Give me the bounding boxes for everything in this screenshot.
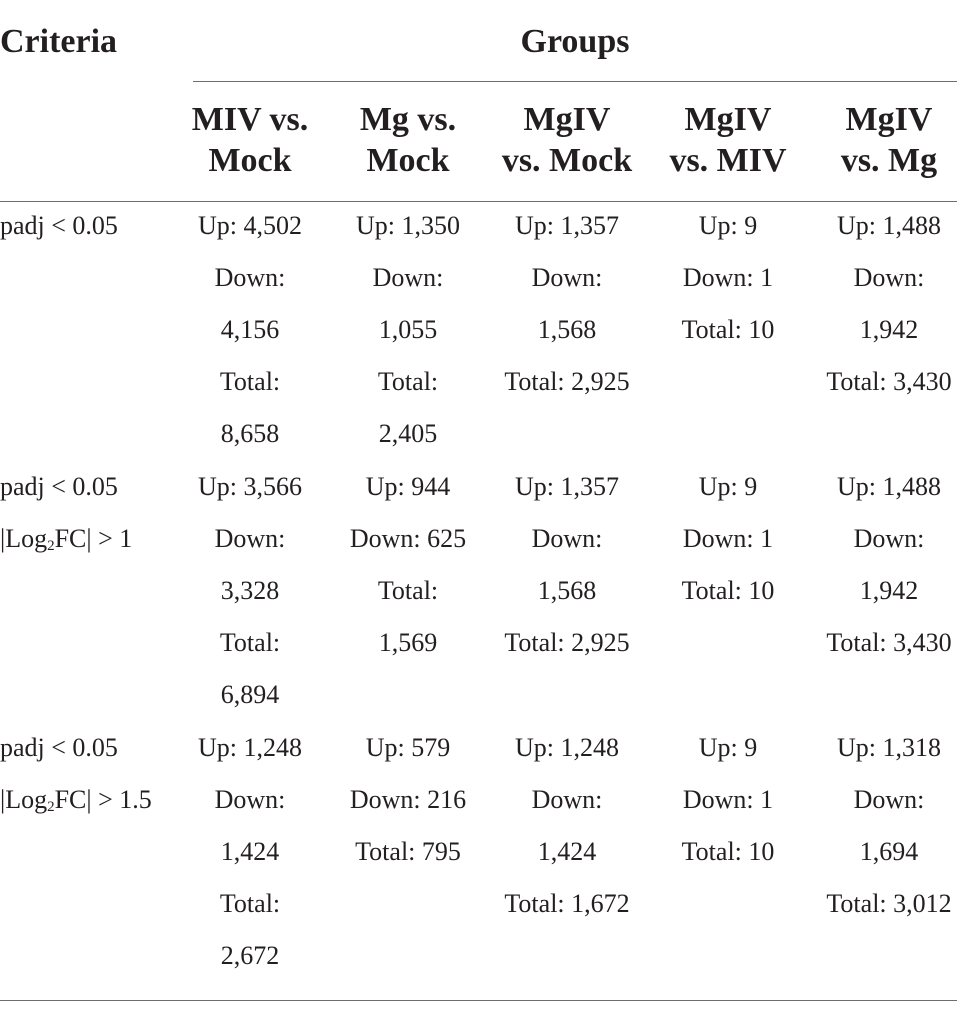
- column-header-mg-vs-mock: Mg vs. Mock: [359, 101, 457, 179]
- table-cell: Up: 1,357 Down: 1,568 Total: 2,925: [504, 472, 630, 657]
- table-bottom-rule: [0, 1000, 957, 1001]
- table-cell: Up: 579 Down: 216 Total: 795: [349, 733, 467, 866]
- table-cell: Up: 1,318 Down: 1,694 Total: 3,012: [826, 733, 952, 918]
- column-header-miv-vs-mock: MIV vs. Mock: [191, 101, 309, 179]
- table-cell: Up: 9 Down: 1 Total: 10: [681, 733, 775, 866]
- groups-underline: [193, 81, 957, 82]
- table-cell: Up: 1,488 Down: 1,942 Total: 3,430: [826, 211, 952, 396]
- table-cell: Up: 944 Down: 625 Total: 1,569: [349, 472, 467, 657]
- table-cell: Up: 9 Down: 1 Total: 10: [681, 472, 775, 605]
- table-cell: Up: 3,566 Down: 3,328 Total: 6,894: [198, 472, 302, 709]
- table-cell: Up: 1,248 Down: 1,424 Total: 1,672: [504, 733, 630, 918]
- column-header-mgiv-vs-miv: MgIV vs. MIV: [669, 101, 787, 179]
- criteria-cell: padj < 0.05 |Log$_2$FC| > 1: [0, 472, 133, 554]
- criteria-header: Criteria: [0, 23, 118, 60]
- table-cell: Up: 4,502 Down: 4,156 Total: 8,658: [198, 211, 302, 448]
- criteria-cell: padj < 0.05 |Log$_2$FC| > 1.5: [0, 733, 152, 815]
- table-cell: Up: 9 Down: 1 Total: 10: [681, 211, 775, 344]
- criteria-cell: padj < 0.05: [0, 211, 118, 240]
- column-header-mgiv-vs-mock: MgIV vs. Mock: [501, 101, 633, 179]
- groups-header: Groups: [520, 23, 630, 60]
- table-cell: Up: 1,350 Down: 1,055 Total: 2,405: [356, 211, 460, 448]
- header-bottom-rule: [0, 201, 957, 202]
- table-cell: Up: 1,248 Down: 1,424 Total: 2,672: [198, 733, 302, 970]
- table-cell: Up: 1,488 Down: 1,942 Total: 3,430: [826, 472, 952, 657]
- table-cell: Up: 1,357 Down: 1,568 Total: 2,925: [504, 211, 630, 396]
- column-header-mgiv-vs-mg: MgIV vs. Mg: [840, 101, 938, 179]
